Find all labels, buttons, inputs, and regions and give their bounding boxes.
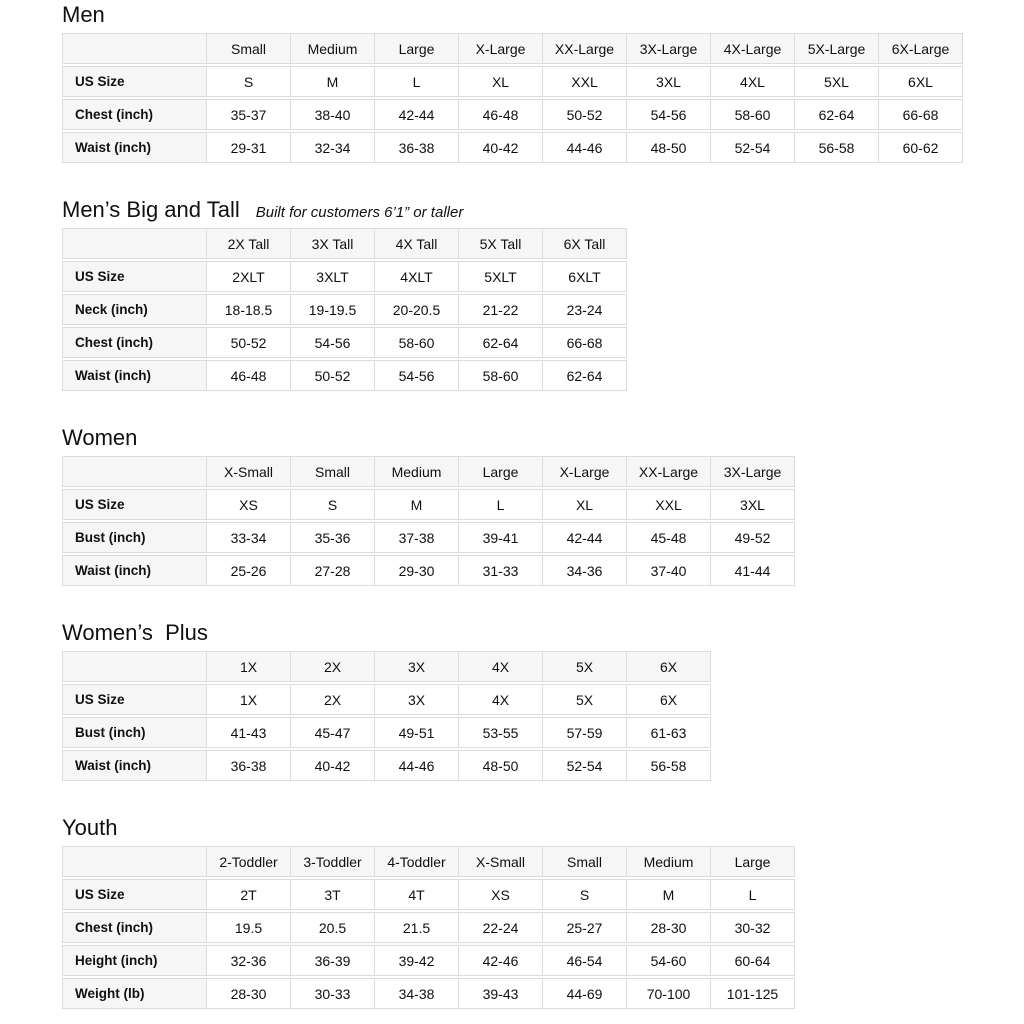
value-cell: 20.5 bbox=[291, 912, 375, 943]
value-cell: 54-60 bbox=[627, 945, 711, 976]
value-cell: 25-26 bbox=[207, 555, 291, 586]
value-cell: 21.5 bbox=[375, 912, 459, 943]
value-cell: 62-64 bbox=[795, 99, 879, 130]
table-body bbox=[62, 879, 795, 1009]
value-cell: 46-48 bbox=[459, 99, 543, 130]
value-cell: XS bbox=[459, 879, 543, 910]
value-cell: 46-48 bbox=[207, 360, 291, 391]
value-cell: 28-30 bbox=[627, 912, 711, 943]
corner-cell bbox=[62, 228, 207, 259]
value-cell: 34-36 bbox=[543, 555, 627, 586]
table-head bbox=[62, 456, 795, 487]
value-cell: 2X bbox=[291, 684, 375, 715]
value-cell: 6X bbox=[627, 684, 711, 715]
row-label: Bust (inch) bbox=[62, 717, 207, 748]
value-cell: 33-34 bbox=[207, 522, 291, 553]
column-header: 4X Tall bbox=[375, 228, 459, 259]
value-cell: 3XLT bbox=[291, 261, 375, 292]
column-header: 6X-Large bbox=[879, 33, 963, 64]
section-title: Youth bbox=[62, 815, 118, 840]
value-cell: 4XL bbox=[711, 66, 795, 97]
value-cell: 5X bbox=[543, 684, 627, 715]
row-label: Chest (inch) bbox=[62, 327, 207, 358]
value-cell: M bbox=[375, 489, 459, 520]
value-cell: 62-64 bbox=[459, 327, 543, 358]
value-cell: 31-33 bbox=[459, 555, 543, 586]
value-cell: 18-18.5 bbox=[207, 294, 291, 325]
row-label: Waist (inch) bbox=[62, 750, 207, 781]
column-header: 5X-Large bbox=[795, 33, 879, 64]
column-header: 6X bbox=[627, 651, 711, 682]
table-row bbox=[62, 489, 795, 520]
section-title-row bbox=[62, 427, 1024, 449]
column-header: Medium bbox=[627, 846, 711, 877]
corner-cell bbox=[62, 651, 207, 682]
value-cell: 35-37 bbox=[207, 99, 291, 130]
value-cell: 52-54 bbox=[711, 132, 795, 163]
value-cell: 30-32 bbox=[711, 912, 795, 943]
value-cell: 48-50 bbox=[627, 132, 711, 163]
section-title: Women bbox=[62, 425, 138, 450]
value-cell: 6XL bbox=[879, 66, 963, 97]
value-cell: 41-44 bbox=[711, 555, 795, 586]
value-cell: 28-30 bbox=[207, 978, 291, 1009]
size-section-women bbox=[62, 427, 1024, 588]
table-body bbox=[62, 66, 963, 163]
column-header: 5X bbox=[543, 651, 627, 682]
value-cell: 44-69 bbox=[543, 978, 627, 1009]
value-cell: 41-43 bbox=[207, 717, 291, 748]
column-header: Small bbox=[291, 456, 375, 487]
value-cell: S bbox=[543, 879, 627, 910]
column-header: Large bbox=[375, 33, 459, 64]
value-cell: 37-38 bbox=[375, 522, 459, 553]
row-label: Height (inch) bbox=[62, 945, 207, 976]
column-header: 3X-Large bbox=[627, 33, 711, 64]
table-row bbox=[62, 717, 711, 748]
value-cell: 54-56 bbox=[375, 360, 459, 391]
value-cell: L bbox=[459, 489, 543, 520]
value-cell: 50-52 bbox=[207, 327, 291, 358]
value-cell: 62-64 bbox=[543, 360, 627, 391]
value-cell: 32-36 bbox=[207, 945, 291, 976]
value-cell: 4X bbox=[459, 684, 543, 715]
column-header: X-Small bbox=[459, 846, 543, 877]
value-cell: 42-46 bbox=[459, 945, 543, 976]
value-cell: 54-56 bbox=[291, 327, 375, 358]
value-cell: 49-51 bbox=[375, 717, 459, 748]
table-head bbox=[62, 33, 963, 64]
value-cell: 6XLT bbox=[543, 261, 627, 292]
value-cell: 22-24 bbox=[459, 912, 543, 943]
value-cell: 3XL bbox=[627, 66, 711, 97]
column-header: 3-Toddler bbox=[291, 846, 375, 877]
section-title-row bbox=[62, 4, 1024, 26]
value-cell: 3T bbox=[291, 879, 375, 910]
table-row bbox=[62, 132, 963, 163]
column-header: Medium bbox=[375, 456, 459, 487]
row-label: Bust (inch) bbox=[62, 522, 207, 553]
table-row bbox=[62, 945, 795, 976]
table-row bbox=[62, 879, 795, 910]
column-header: X-Large bbox=[543, 456, 627, 487]
value-cell: 37-40 bbox=[627, 555, 711, 586]
section-title-row bbox=[62, 817, 1024, 839]
column-header: 2X Tall bbox=[207, 228, 291, 259]
value-cell: 20-20.5 bbox=[375, 294, 459, 325]
table-row bbox=[62, 750, 711, 781]
column-header: XX-Large bbox=[543, 33, 627, 64]
column-header: 3X-Large bbox=[711, 456, 795, 487]
value-cell: 19.5 bbox=[207, 912, 291, 943]
column-header: X-Large bbox=[459, 33, 543, 64]
header-row bbox=[62, 456, 795, 487]
value-cell: XS bbox=[207, 489, 291, 520]
value-cell: L bbox=[711, 879, 795, 910]
value-cell: 19-19.5 bbox=[291, 294, 375, 325]
value-cell: 42-44 bbox=[543, 522, 627, 553]
value-cell: 36-39 bbox=[291, 945, 375, 976]
table-head bbox=[62, 228, 627, 259]
row-label: Neck (inch) bbox=[62, 294, 207, 325]
size-table bbox=[62, 226, 627, 393]
value-cell: 70-100 bbox=[627, 978, 711, 1009]
value-cell: 3X bbox=[375, 684, 459, 715]
value-cell: 2XLT bbox=[207, 261, 291, 292]
table-row bbox=[62, 912, 795, 943]
value-cell: 53-55 bbox=[459, 717, 543, 748]
size-section-youth bbox=[62, 817, 1024, 1011]
row-label: Waist (inch) bbox=[62, 360, 207, 391]
value-cell: S bbox=[207, 66, 291, 97]
section-title-row bbox=[62, 199, 1024, 221]
value-cell: 45-47 bbox=[291, 717, 375, 748]
value-cell: 101-125 bbox=[711, 978, 795, 1009]
header-row bbox=[62, 651, 711, 682]
column-header: Large bbox=[711, 846, 795, 877]
value-cell: 2T bbox=[207, 879, 291, 910]
table-row bbox=[62, 522, 795, 553]
table-head bbox=[62, 846, 795, 877]
column-header: 5X Tall bbox=[459, 228, 543, 259]
value-cell: 5XL bbox=[795, 66, 879, 97]
corner-cell bbox=[62, 33, 207, 64]
column-header: 2X bbox=[291, 651, 375, 682]
corner-cell bbox=[62, 456, 207, 487]
column-header: 3X Tall bbox=[291, 228, 375, 259]
table-row bbox=[62, 555, 795, 586]
header-row bbox=[62, 228, 627, 259]
row-label: Chest (inch) bbox=[62, 99, 207, 130]
value-cell: 29-31 bbox=[207, 132, 291, 163]
column-header: XX-Large bbox=[627, 456, 711, 487]
value-cell: 48-50 bbox=[459, 750, 543, 781]
row-label: US Size bbox=[62, 879, 207, 910]
row-label: Waist (inch) bbox=[62, 555, 207, 586]
table-body bbox=[62, 261, 627, 391]
value-cell: 5XLT bbox=[459, 261, 543, 292]
column-header: Medium bbox=[291, 33, 375, 64]
value-cell: 38-40 bbox=[291, 99, 375, 130]
value-cell: XXL bbox=[543, 66, 627, 97]
column-header: Small bbox=[543, 846, 627, 877]
column-header: 4X bbox=[459, 651, 543, 682]
value-cell: S bbox=[291, 489, 375, 520]
value-cell: 4T bbox=[375, 879, 459, 910]
value-cell: 1X bbox=[207, 684, 291, 715]
value-cell: 60-64 bbox=[711, 945, 795, 976]
value-cell: M bbox=[627, 879, 711, 910]
value-cell: 54-56 bbox=[627, 99, 711, 130]
size-table bbox=[62, 454, 795, 588]
value-cell: 34-38 bbox=[375, 978, 459, 1009]
row-label: US Size bbox=[62, 66, 207, 97]
value-cell: 29-30 bbox=[375, 555, 459, 586]
size-section-women-plus bbox=[62, 622, 1024, 783]
column-header: 1X bbox=[207, 651, 291, 682]
size-section-men-big-and-tall bbox=[62, 199, 1024, 393]
column-header: 4-Toddler bbox=[375, 846, 459, 877]
value-cell: 21-22 bbox=[459, 294, 543, 325]
value-cell: XL bbox=[459, 66, 543, 97]
value-cell: 36-38 bbox=[207, 750, 291, 781]
size-table bbox=[62, 649, 711, 783]
value-cell: XL bbox=[543, 489, 627, 520]
row-label: US Size bbox=[62, 684, 207, 715]
table-row bbox=[62, 360, 627, 391]
row-label: US Size bbox=[62, 261, 207, 292]
value-cell: 44-46 bbox=[543, 132, 627, 163]
value-cell: 66-68 bbox=[543, 327, 627, 358]
value-cell: 45-48 bbox=[627, 522, 711, 553]
value-cell: 30-33 bbox=[291, 978, 375, 1009]
size-section-men bbox=[62, 4, 1024, 165]
corner-cell bbox=[62, 846, 207, 877]
section-title: Men’s Big and Tall bbox=[62, 197, 240, 222]
table-head bbox=[62, 651, 711, 682]
column-header: X-Small bbox=[207, 456, 291, 487]
header-row bbox=[62, 846, 795, 877]
column-header: Large bbox=[459, 456, 543, 487]
value-cell: 56-58 bbox=[795, 132, 879, 163]
row-label: Chest (inch) bbox=[62, 912, 207, 943]
row-label: Waist (inch) bbox=[62, 132, 207, 163]
row-label: Weight (lb) bbox=[62, 978, 207, 1009]
size-table bbox=[62, 31, 963, 165]
value-cell: 3XL bbox=[711, 489, 795, 520]
value-cell: 27-28 bbox=[291, 555, 375, 586]
table-body bbox=[62, 489, 795, 586]
column-header: 4X-Large bbox=[711, 33, 795, 64]
table-row bbox=[62, 261, 627, 292]
value-cell: 46-54 bbox=[543, 945, 627, 976]
value-cell: 23-24 bbox=[543, 294, 627, 325]
column-header: 2-Toddler bbox=[207, 846, 291, 877]
value-cell: 32-34 bbox=[291, 132, 375, 163]
column-header: 3X bbox=[375, 651, 459, 682]
value-cell: 39-41 bbox=[459, 522, 543, 553]
value-cell: 58-60 bbox=[711, 99, 795, 130]
value-cell: 39-43 bbox=[459, 978, 543, 1009]
table-row bbox=[62, 684, 711, 715]
value-cell: 49-52 bbox=[711, 522, 795, 553]
table-row bbox=[62, 327, 627, 358]
value-cell: 4XLT bbox=[375, 261, 459, 292]
header-row bbox=[62, 33, 963, 64]
value-cell: M bbox=[291, 66, 375, 97]
value-cell: L bbox=[375, 66, 459, 97]
value-cell: 40-42 bbox=[291, 750, 375, 781]
value-cell: 42-44 bbox=[375, 99, 459, 130]
value-cell: 58-60 bbox=[459, 360, 543, 391]
column-header: Small bbox=[207, 33, 291, 64]
section-title: Women’s Plus bbox=[62, 620, 208, 645]
table-row bbox=[62, 99, 963, 130]
table-body bbox=[62, 684, 711, 781]
value-cell: 40-42 bbox=[459, 132, 543, 163]
value-cell: 36-38 bbox=[375, 132, 459, 163]
table-row bbox=[62, 294, 627, 325]
section-subtitle: Built for customers 6’1” or taller bbox=[255, 204, 464, 221]
value-cell: 52-54 bbox=[543, 750, 627, 781]
table-row bbox=[62, 978, 795, 1009]
value-cell: 39-42 bbox=[375, 945, 459, 976]
value-cell: 57-59 bbox=[543, 717, 627, 748]
value-cell: 25-27 bbox=[543, 912, 627, 943]
row-label: US Size bbox=[62, 489, 207, 520]
value-cell: 66-68 bbox=[879, 99, 963, 130]
size-table bbox=[62, 844, 795, 1011]
section-title-row bbox=[62, 622, 1024, 644]
value-cell: 60-62 bbox=[879, 132, 963, 163]
value-cell: 50-52 bbox=[291, 360, 375, 391]
table-row bbox=[62, 66, 963, 97]
value-cell: XXL bbox=[627, 489, 711, 520]
value-cell: 50-52 bbox=[543, 99, 627, 130]
section-title: Men bbox=[62, 2, 105, 27]
value-cell: 35-36 bbox=[291, 522, 375, 553]
value-cell: 56-58 bbox=[627, 750, 711, 781]
value-cell: 61-63 bbox=[627, 717, 711, 748]
value-cell: 58-60 bbox=[375, 327, 459, 358]
value-cell: 44-46 bbox=[375, 750, 459, 781]
column-header: 6X Tall bbox=[543, 228, 627, 259]
